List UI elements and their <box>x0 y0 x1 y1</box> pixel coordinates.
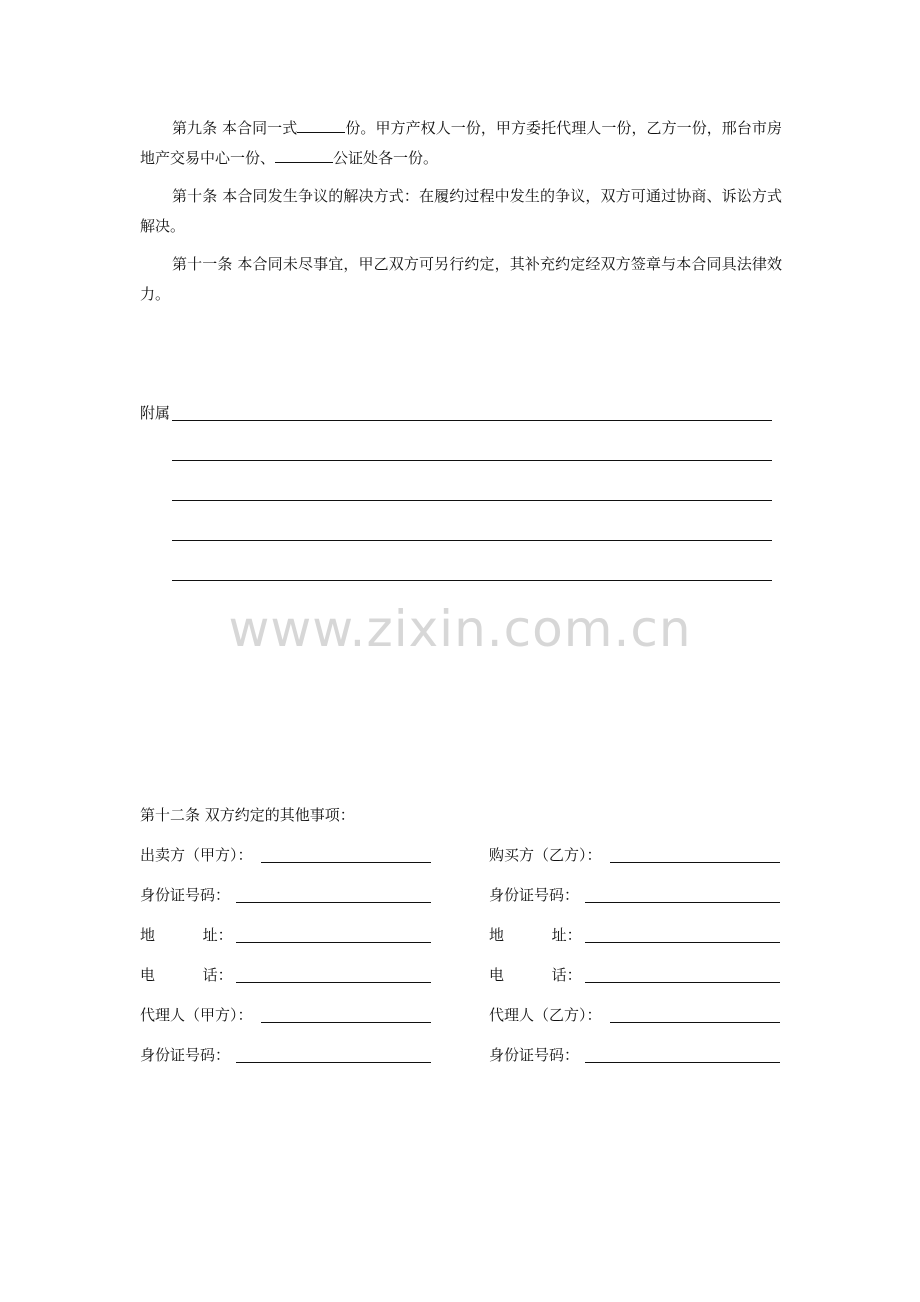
seller-phone-input-line[interactable] <box>236 982 431 983</box>
watermark: www.zixin.com.cn <box>228 600 692 658</box>
seller-input-line[interactable] <box>261 862 431 863</box>
seller-phone-field <box>140 960 233 990</box>
attachment-line-4[interactable] <box>172 540 772 541</box>
buyer-agent-field <box>489 1000 602 1030</box>
buyer-id-label: 身份证号码： <box>489 886 580 904</box>
seller-agent-id-label: 身份证号码： <box>140 1046 231 1064</box>
buyer-agent-id-field <box>489 1040 579 1070</box>
seller-agent-label: 代理人（甲方）： <box>140 1006 253 1024</box>
attachment-label: 附属 <box>140 404 171 422</box>
buyer-id-input-line[interactable] <box>585 902 780 903</box>
seller-id-label: 身份证号码： <box>140 886 231 904</box>
article-10: 第十条 本合同发生争议的解决方式：在履约过程中发生的争议，双方可通过协商、诉讼方式解决。 <box>140 187 782 235</box>
buyer-agent-id-label: 身份证号码： <box>489 1046 580 1064</box>
copies-count-blank[interactable] <box>297 118 345 133</box>
buyer-address-label: 地 址： <box>489 926 582 944</box>
article-9 <box>140 113 782 173</box>
seller-field <box>140 840 253 870</box>
buyer-label: 购买方（乙方）： <box>489 846 602 864</box>
article-9-part1: 第九条 本合同一式 <box>172 119 298 137</box>
seller-agent-input-line[interactable] <box>261 1022 431 1023</box>
notary-office-blank[interactable] <box>275 148 333 163</box>
seller-label: 出卖方（甲方）： <box>140 846 253 864</box>
buyer-agent-label: 代理人（乙方）： <box>489 1006 602 1024</box>
buyer-agent-input-line[interactable] <box>610 1022 780 1023</box>
buyer-field <box>489 840 602 870</box>
buyer-input-line[interactable] <box>610 862 780 863</box>
buyer-id-field <box>489 880 579 910</box>
article-11: 第十一条 本合同未尽事宜，甲乙双方可另行约定，其补充约定经双方签章与本合同具法律效力。 <box>140 255 782 303</box>
buyer-phone-label: 电 话： <box>489 966 582 984</box>
seller-address-label: 地 址： <box>140 926 233 944</box>
buyer-address-field <box>489 920 582 950</box>
seller-id-input-line[interactable] <box>236 902 431 903</box>
seller-agent-field <box>140 1000 253 1030</box>
article-9-part3: 公证处各一份。 <box>333 149 439 167</box>
seller-agent-id-field <box>140 1040 230 1070</box>
buyer-agent-id-input-line[interactable] <box>585 1062 780 1063</box>
attachment-line-2[interactable] <box>172 460 772 461</box>
article-12: 第十二条 双方约定的其他事项： <box>140 806 355 824</box>
seller-agent-id-input-line[interactable] <box>236 1062 431 1063</box>
buyer-address-input-line[interactable] <box>585 942 780 943</box>
seller-address-input-line[interactable] <box>236 942 431 943</box>
buyer-phone-field <box>489 960 582 990</box>
seller-id-field <box>140 880 230 910</box>
attachment-line-5[interactable] <box>172 580 772 581</box>
seller-address-field <box>140 920 233 950</box>
attachment-line-3[interactable] <box>172 500 772 501</box>
attachment-line-1[interactable] <box>172 420 772 421</box>
buyer-phone-input-line[interactable] <box>585 982 780 983</box>
seller-phone-label: 电 话： <box>140 966 233 984</box>
article-9-part2: 份。甲方产权人一份，甲方委托代理人一份，乙方一份，邢台市房地产交易中心一份、 <box>140 119 782 167</box>
